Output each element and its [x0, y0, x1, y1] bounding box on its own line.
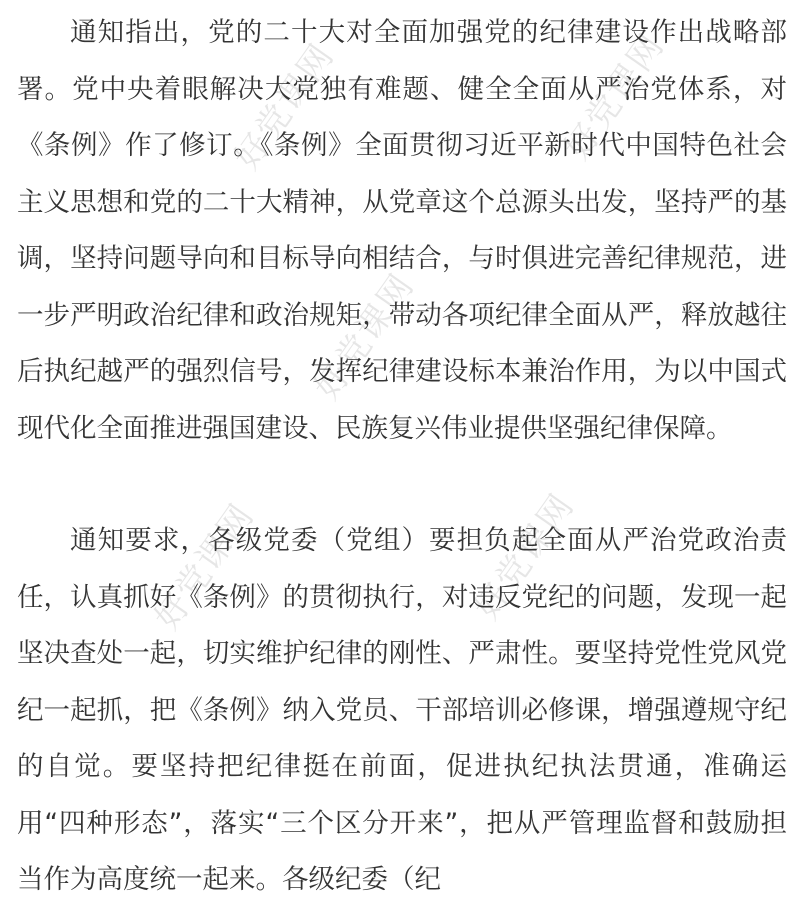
paragraph: 通知要求，各级党委（党组）要担负起全面从严治党政治责任，认真抓好《条例》的贯彻执行，对违反党纪的问题，发现一起坚决查处一起，切实维护纪律的刚性、严肃性。要坚持党性党风党纪一起抓，把《条例》纳入党员、干部培训必修课，增强遵规守纪的自觉。要坚持把纪律挺在前面，促进执纪执法贯通，准确运用“四种形态”，落实“三个区分开来”，把从严管理监督和鼓励担当作为高度统一起来。各级纪委（纪 — [17, 525, 787, 895]
watermark: 好党课网 — [147, 496, 263, 637]
document-body — [17, 5, 787, 909]
watermark: 好党课网 — [467, 486, 583, 627]
watermark: 好党课网 — [307, 266, 423, 407]
watermark: 好党课网 — [227, 36, 343, 177]
paragraph: 通知指出，党的二十大对全面加强党的纪律建设作出战略部署。党中央着眼解决大党独有难题、健全全面从严治党体系，对《条例》作了修订。《条例》全面贯彻习近平新时代中国特色社会主义思想和党的二十大精神，从党章这个总源头出发，坚持严的基调，坚持问题导向和目标导向相结合，与时俱进完善纪律规范，进一步严明政治纪律和政治规矩，带动各项纪律全面从严，释放越往后执纪越严的强烈信号，发挥纪律建设标本兼治作用，为以中国式现代化全面推进强国建设、民族复兴伟业提供坚强纪律保障。 — [17, 17, 787, 444]
watermark: 好党课网 — [557, 26, 673, 167]
